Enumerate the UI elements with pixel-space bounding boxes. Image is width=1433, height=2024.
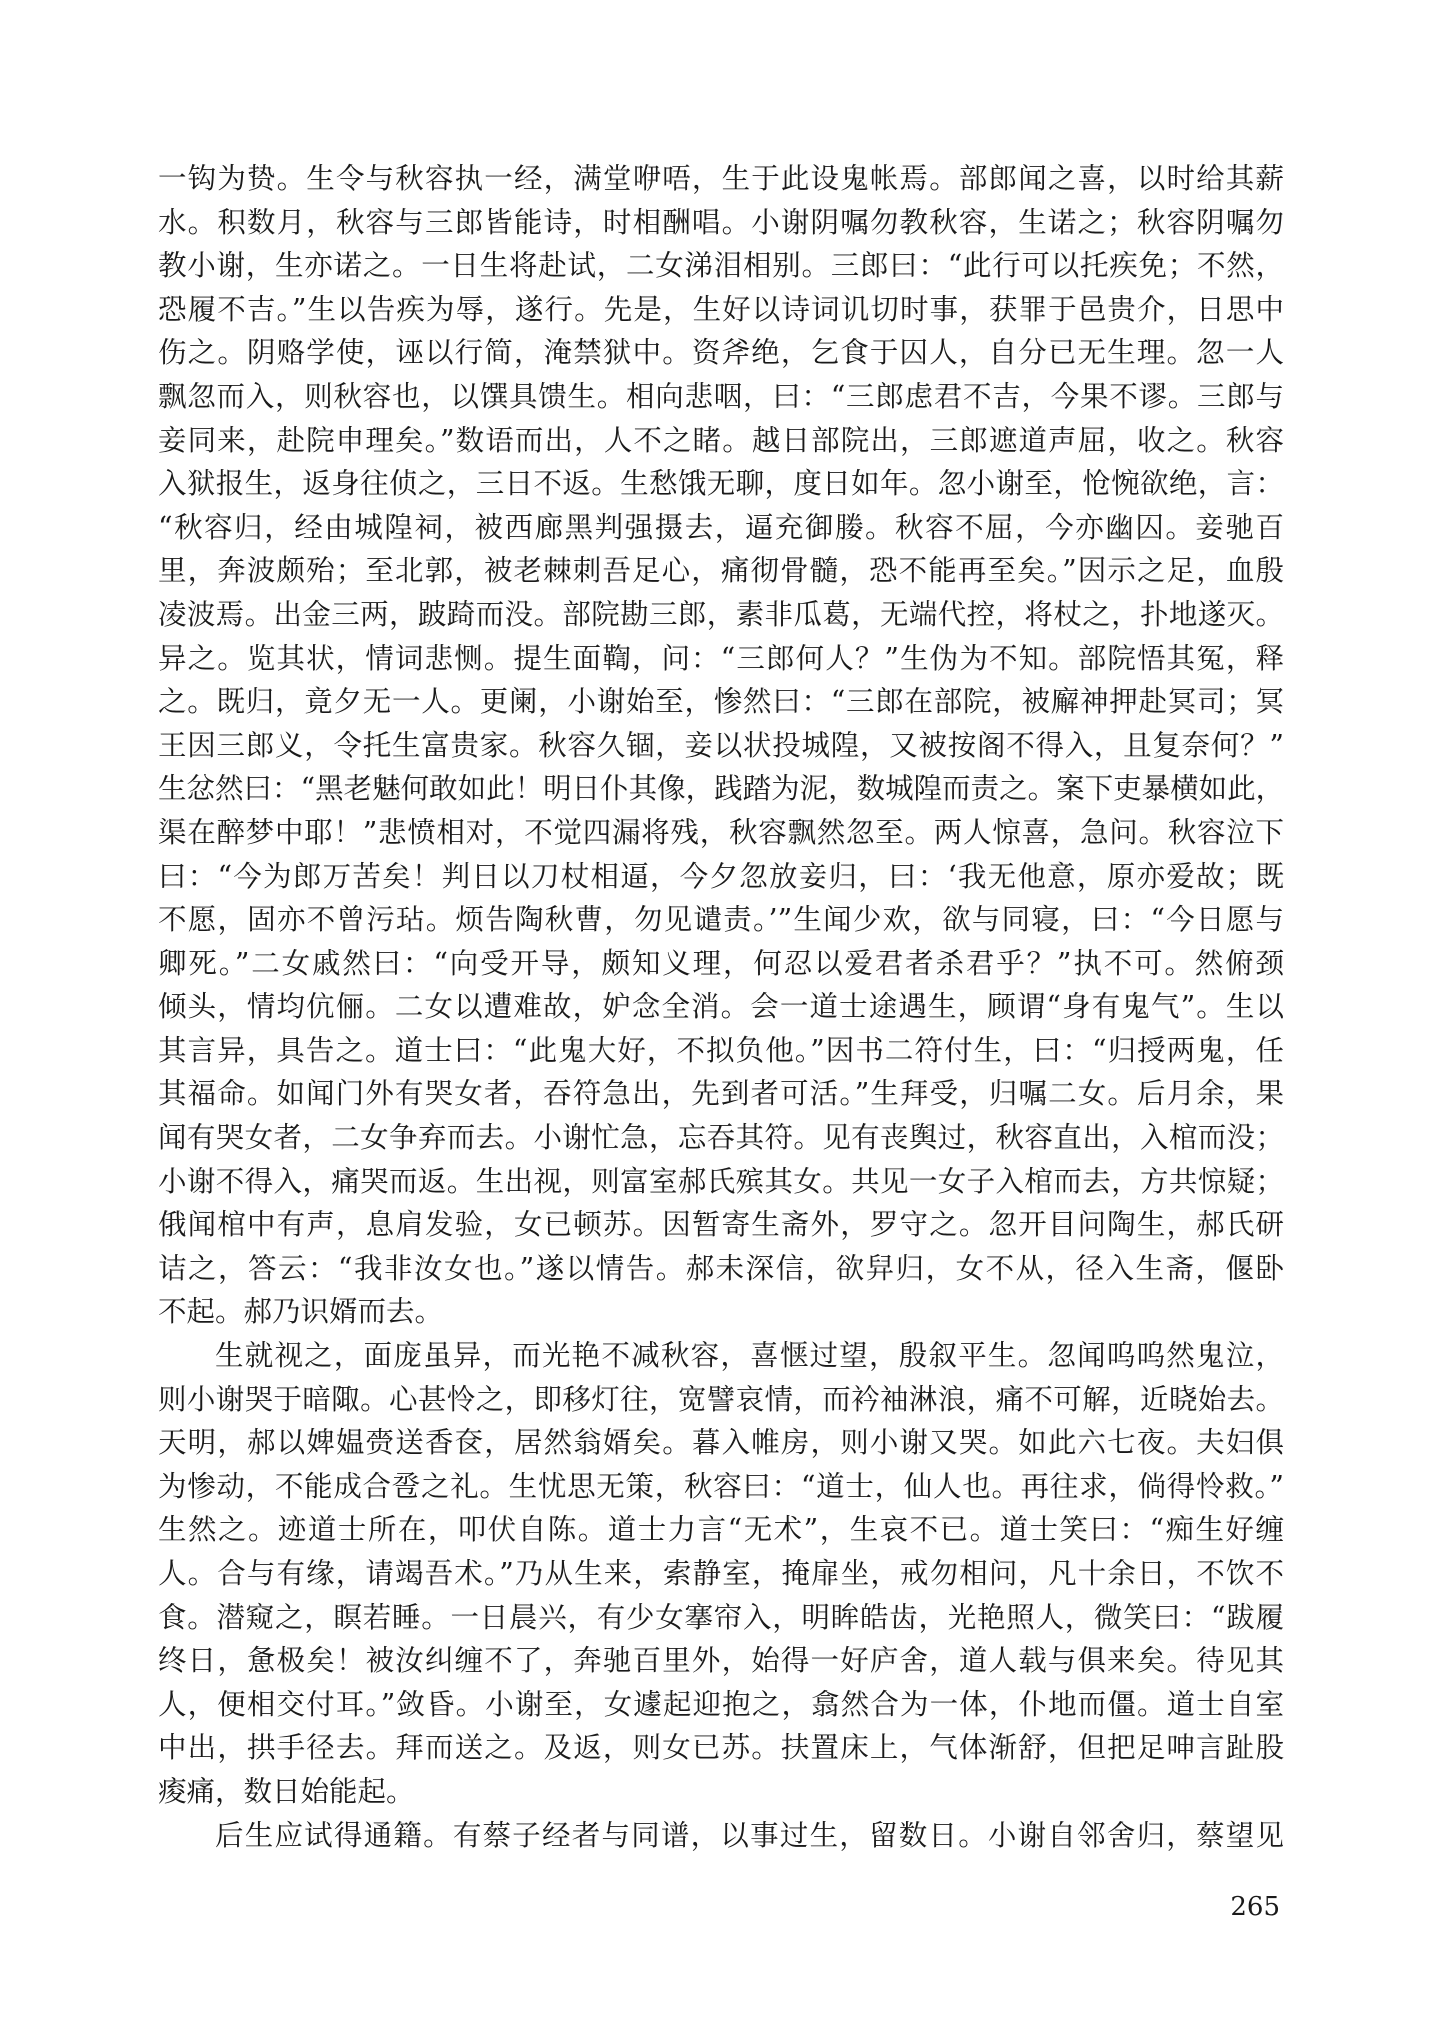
text-line: 曰：“今为郎万苦矣！判日以刀杖相逼，今夕忽放妾归，曰：‘我无他意，原亦爱故；既: [158, 859, 1284, 893]
text-line: 凌波焉。出金三两，跛踦而没。部院勘三郎，素非瓜葛，无端代控，将杖之，扑地遂灭。: [158, 597, 1284, 631]
text-line: 之。既归，竟夕无一人。更阑，小谢始至，惨然曰：“三郎在部院，被廨神押赴冥司；冥: [158, 685, 1284, 719]
text-line: 倾头，情均伉俪。二女以遭难故，妒念全消。会一道士途遇生，顾谓“身有鬼气”。生以: [158, 990, 1284, 1024]
text-line: 异之。览其状，情词悲恻。提生面鞫，问：“三郎何人？”生伪为不知。部院悟其冤，释: [158, 641, 1284, 675]
text-line: 妾同来，赴院申理矣。”数语而出，人不之睹。越日部院出，三郎遮道声屈，收之。秋容: [158, 423, 1284, 457]
text-line: 飘忽而入，则秋容也，以馔具馈生。相向悲咽，曰：“三郎虑君不吉，今果不谬。三郎与: [158, 379, 1284, 413]
text-line: 则小谢哭于暗陬。心甚怜之，即移灯往，宽譬哀情，而衿袖淋浪，痛不可解，近晓始去。: [158, 1382, 1284, 1416]
text-line: 里，奔波颇殆；至北郭，被老棘刺吾足心，痛彻骨髓，恐不能再至矣。”因示之足，血殷: [158, 554, 1284, 588]
text-line: 天明，郝以婢媪赍送香奁，居然翁婿矣。暮入帷房，则小谢又哭。如此六七夜。夫妇俱: [158, 1426, 1284, 1460]
text-line: 教小谢，生亦诺之。一日生将赴试，二女涕泪相别。三郎曰：“此行可以托疾免；不然，: [158, 249, 1284, 283]
text-line: “秋容归，经由城隍祠，被西廊黑判强摄去，逼充御媵。秋容不屈，今亦幽囚。妾驰百: [158, 510, 1284, 544]
text-line: 生忿然曰：“黑老魅何敢如此！明日仆其像，践踏为泥，数城隍而责之。案下吏暴横如此，: [158, 772, 1284, 806]
text-line: 俄闻棺中有声，息肩发验，女已顿苏。因暂寄生斋外，罗守之。忽开目问陶生，郝氏研: [158, 1208, 1284, 1242]
text-line: 中出，拱手径去。拜而送之。及返，则女已苏。扶置床上，气体渐舒，但把足呻言趾股: [158, 1731, 1284, 1765]
text-line: 生然之。迹道士所在，叩伏自陈。道士力言“无术”，生哀不已。道士笑曰：“痴生好缠: [158, 1513, 1284, 1547]
text-line: 渠在醉梦中耶！”悲愤相对，不觉四漏将残，秋容飘然忽至。两人惊喜，急问。秋容泣下: [158, 815, 1284, 849]
text-line: 卿死。”二女戚然曰：“向受开导，颇知义理，何忍以爱君者杀君乎？”执不可。然俯颈: [158, 946, 1284, 980]
text-line: 一钩为贽。生令与秋容执一经，满堂咿唔，生于此设鬼帐焉。部郎闻之喜，以时给其薪: [158, 162, 1284, 195]
text-line: 为惨动，不能成合卺之礼。生忧思无策，秋容曰：“道士，仙人也。再往求，倘得怜救。”: [158, 1469, 1284, 1503]
text-line: 痠痛，数日始能起。: [158, 1774, 415, 1808]
text-line: 王因三郎义，令托生富贵家。秋容久锢，妾以状投城隍，又被按阁不得入，且复奈何？”: [158, 728, 1284, 762]
body-text: [158, 157, 1284, 1857]
text-line: 终日，惫极矣！被汝纠缠不了，奔驰百里外，始得一好庐舍，道人载与俱来矣。待见其: [158, 1644, 1284, 1678]
text-line: 不愿，固亦不曾污玷。烦告陶秋曹，勿见谴责。’”生闻少欢，欲与同寝，曰：“今日愿与: [158, 903, 1284, 937]
text-line: 入狱报生，返身往侦之，三日不返。生愁饿无聊，度日如年。忽小谢至，怆惋欲绝，言：: [158, 467, 1284, 501]
text-line: 后生应试得通籍。有蔡子经者与同谱，以事过生，留数日。小谢自邻舍归，蔡望见: [215, 1818, 1284, 1852]
text-line: 其福命。如闻门外有哭女者，吞符急出，先到者可活。”生拜受，归嘱二女。后月余，果: [158, 1077, 1284, 1111]
text-line: 生就视之，面庞虽异，而光艳不减秋容，喜惬过望，殷叙平生。忽闻呜呜然鬼泣，: [215, 1339, 1284, 1373]
text-line: 人，便相交付耳。”敛昏。小谢至，女遽起迎抱之，翕然合为一体，仆地而僵。道士自室: [158, 1687, 1284, 1721]
page-number: 265: [1230, 1892, 1280, 1922]
text-line: 恐履不吉。”生以告疾为辱，遂行。先是，生好以诗词讥切时事，获罪于邑贵介，日思中: [158, 292, 1284, 326]
text-line: 伤之。阴赂学使，诬以行简，淹禁狱中。资斧绝，乞食于囚人，自分已无生理。忽一人: [158, 336, 1284, 370]
text-line: 人。合与有缘，请竭吾术。”乃从生来，索静室，掩扉坐，戒勿相问，凡十余日，不饮不: [158, 1557, 1284, 1590]
text-line: 闻有哭女者，二女争弃而去。小谢忙急，忘吞其符。见有丧舆过，秋容直出，入棺而没；: [158, 1121, 1284, 1155]
text-line: 诘之，答云：“我非汝女也。”遂以情告。郝未深信，欲舁归，女不从，径入生斋，偃卧: [158, 1251, 1284, 1285]
text-line: 水。积数月，秋容与三郎皆能诗，时相酬唱。小谢阴嘱勿教秋容，生诺之；秋容阴嘱勿: [158, 205, 1284, 239]
text-line: 其言异，具告之。道士曰：“此鬼大好，不拟负他。”因书二符付生，曰：“归授两鬼，任: [158, 1033, 1284, 1067]
text-line: 不起。郝乃识婿而去。: [158, 1295, 444, 1329]
text-line: 小谢不得入，痛哭而返。生出视，则富室郝氏殡其女。共见一女子入棺而去，方共惊疑；: [158, 1164, 1284, 1198]
text-line: 食。潜窥之，瞑若睡。一日晨兴，有少女搴帘入，明眸皓齿，光艳照人，微笑曰：“跋履: [158, 1600, 1284, 1634]
